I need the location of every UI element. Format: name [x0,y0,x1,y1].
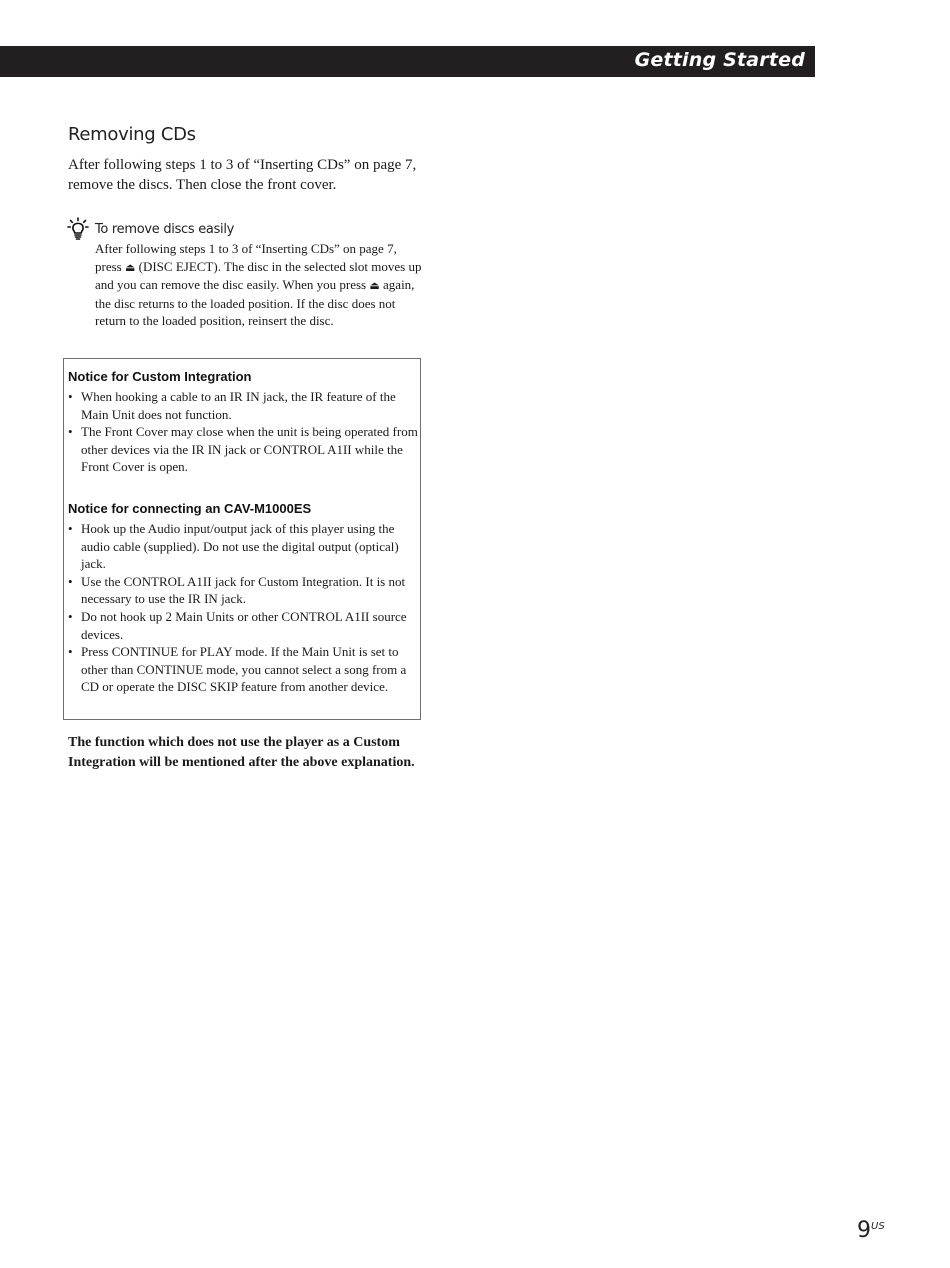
notice-cav-item-3: Do not hook up 2 Main Units or other CONTROL A1II source devices. [81,608,407,642]
bullet: • [68,644,73,660]
bullet: • [68,608,73,624]
intro-paragraph: After following steps 1 to 3 of “Inserting CDs” on page 7, remove the discs. Then close the front cover. [68,157,417,193]
notice-cav-item-1: Hook up the Audio input/output jack of this player using the audio cable (supplied). Do not use the digital output (optical) jack. [81,521,399,572]
notice-custom-heading: Notice for Custom Integration [68,369,252,384]
list-item [68,388,418,423]
notice-cav-item-4: Press CONTINUE for PLAY mode. If the Main Unit is set to other than CONTINUE mode, you cannot select a song from a CD or operate the DISC SKIP feature from another device. [81,644,407,695]
tip-body-part-3: again, the disc returns to the loaded position. If the disc does not return to the loaded position, reinsert the disc. [95,277,415,329]
bullet: • [68,573,73,589]
lightbulb-icon [67,217,89,241]
list-item [68,423,418,476]
notice-cav-list [68,520,418,696]
page-number: 9 [857,1218,871,1243]
list-item [68,608,418,643]
notice-custom-item-2: The Front Cover may close when the unit is being operated from other devices via the IR IN jack or CONTROL A1II while the Front Cover is open. [81,424,418,475]
eject-icon: ⏏ [369,279,380,293]
header-title: Getting Started [634,49,805,71]
bullet: • [68,424,73,440]
tip-body-part-2: (DISC EJECT). The disc in the selected slot moves up and you can remove the disc easily. When you press [95,258,422,293]
notice-custom-list [68,388,418,476]
page-region-suffix: US [871,1221,885,1232]
list-item [68,520,418,573]
bullet: • [68,389,73,404]
tip-body [95,240,425,330]
list-item [68,573,418,608]
notice-custom-item-1: When hooking a cable to an IR IN jack, the IR feature of the Main Unit does not function. [81,389,396,422]
eject-icon: ⏏ [124,260,136,274]
header-bar [0,46,815,77]
notice-cav-heading: Notice for connecting an CAV-M1000ES [68,501,312,516]
section-heading: Removing CDs [68,124,196,145]
tip-body-part-1: After following steps 1 to 3 of “Inserting CDs” on page 7, press [95,241,397,274]
list-item [68,643,418,696]
bullet: • [68,521,73,536]
notice-cav-item-2: Use the CONTROL A1II jack for Custom Integration. It is not necessary to use the IR IN jack. [81,573,406,607]
tip-title: To remove discs easily [95,222,235,237]
closing-note: The function which does not use the player as a Custom Integration will be mentioned after the above explanation. [68,735,415,770]
